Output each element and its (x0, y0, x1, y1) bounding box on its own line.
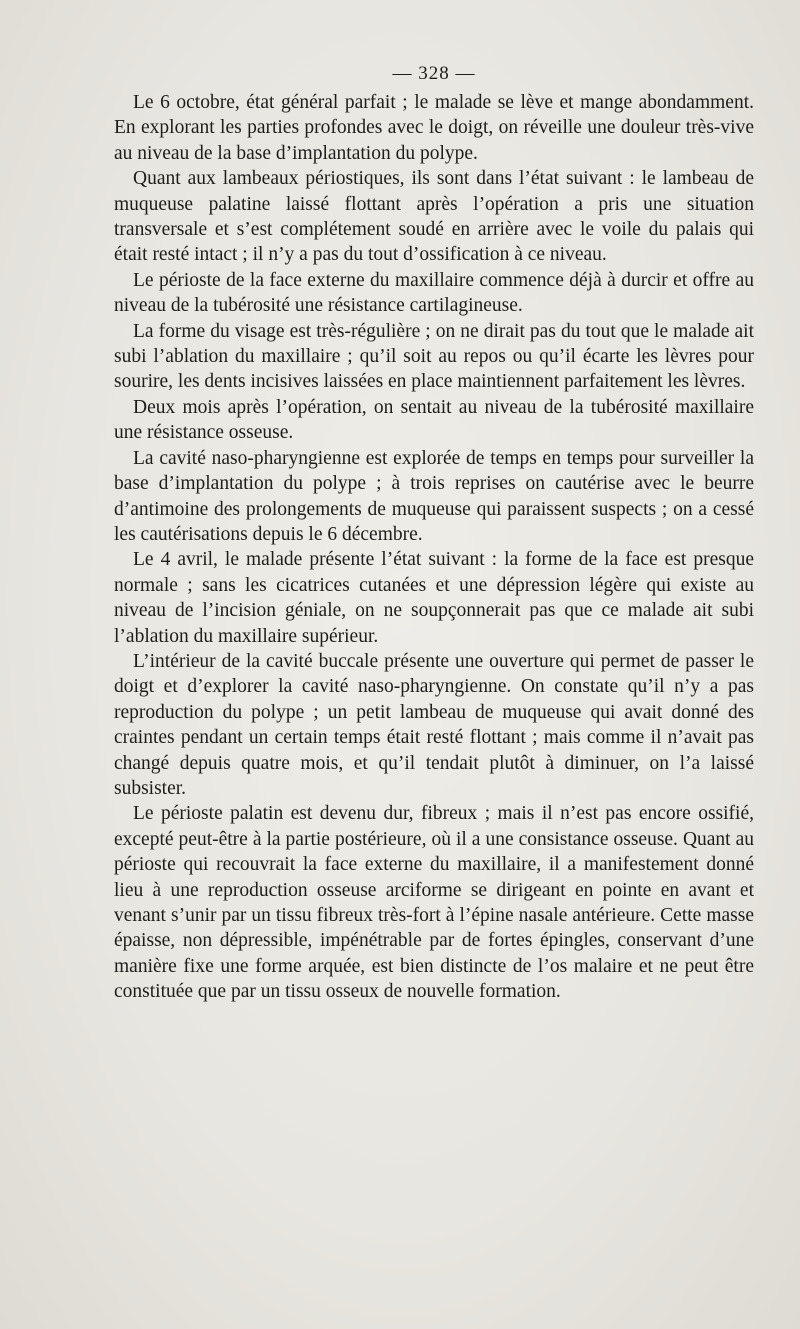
paragraph-3: Le périoste de la face externe du maxillaire commence déjà à durcir et offre au niveau de la tubérosité une résistance cartilagineuse. (114, 269, 754, 317)
paragraph-6: La cavité naso-pharyngienne est explorée de temps en temps pour surveiller la base d’implantation du polype ; à trois reprises on cautérise avec le beurre d’antimoine des prolongements de muqueuse qui paraissent suspects ; on a cessé les cautérisations depuis le 6 décembre. (114, 447, 754, 545)
paragraph-4: La forme du visage est très-régulière ; on ne dirait pas du tout que le malade ait subi l’ablation du maxillaire ; qu’il soit au repos ou qu’il écarte les lèvres pour sourire, les dents incisives laissées en place maintiennent parfaitement les lèvres. (114, 320, 754, 393)
paragraph-5: Deux mois après l’opération, on sentait au niveau de la tubérosité maxillaire une résistance osseuse. (114, 396, 754, 444)
paragraph-7: Le 4 avril, le malade présente l’état suivant : la forme de la face est presque normale ; sans les cicatrices cutanées et une dépression légère qui existe au niveau de l’incision géniale, on ne soupçonnerait pas que ce malade ait subi l’ablation du maxillaire supérieur. (114, 549, 754, 647)
paragraph-1: Le 6 octobre, état général parfait ; le malade se lève et mange abondamment. En explorant les parties profondes avec le doigt, on réveille une douleur très-vive au niveau de la base d’implantation du polype. (114, 92, 754, 164)
paragraph-2: Quant aux lambeaux périostiques, ils sont dans l’état suivant : le lambeau de muqueuse palatine laissé flottant après l’opération a pris une situation transversale et s’est complétement soudé en arrière avec le voile du palais qui était resté intact ; il n’y a pas du tout d’ossification à ce niveau. (114, 168, 754, 266)
paragraph-9: Le périoste palatin est devenu dur, fibreux ; mais il n’est pas encore ossifié, excepté peut-être à la partie postérieure, où il a une consistance osseuse. Quant au périoste qui recouvrait la face externe du maxillaire, il a manifestement donné lieu à une reproduction osseuse arciforme se dirigeant en pointe en avant et venant s’unir par un tissu fibreux très-fort à l’épine nasale antérieure. Cette masse épaisse, non dépressible, impénétrable par de fortes épingles, conservant d’une manière fixe une forme arquée, est bien distincte de l’os malaire et ne peut être constituée que par un tissu osseux de nouvelle formation. (114, 803, 754, 1003)
paragraph-8: L’intérieur de la cavité buccale présente une ouverture qui permet de passer le doigt et d’explorer la cavité naso-pharyngienne. On constate qu’il n’y a pas reproduction du polype ; un petit lambeau de muqueuse qui avait donné des craintes pendant un certain temps était resté flottant ; mais comme il n’avait pas changé depuis quatre mois, et qu’il tendait plutôt à diminuer, on l’a laissé subsister. (114, 650, 754, 799)
page-number: — 328 — (392, 63, 476, 84)
